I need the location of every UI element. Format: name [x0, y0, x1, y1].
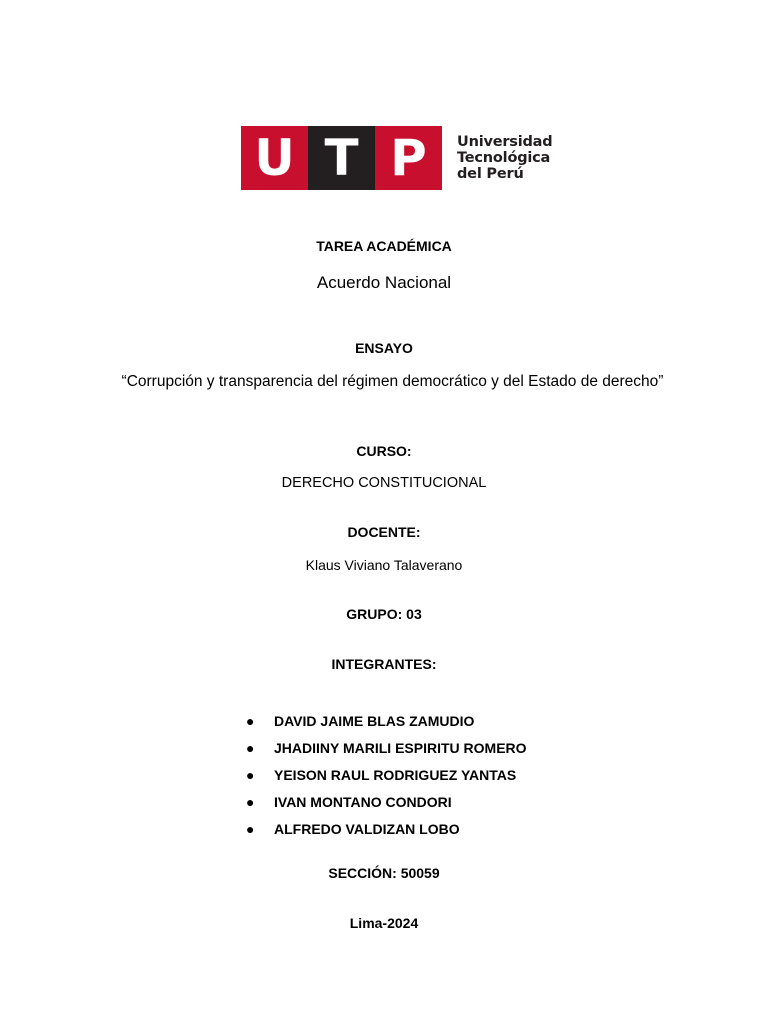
- group-number: GRUPO: 03: [346, 606, 422, 622]
- document-subtitle: Acuerdo Nacional: [316, 273, 452, 292]
- member-name: DAVID JAIME BLAS ZAMUDIO: [274, 712, 475, 729]
- university-name: [457, 134, 552, 182]
- bullet-icon: ●: [246, 820, 255, 837]
- bullet-icon: ●: [246, 739, 255, 756]
- teacher-value: Klaus Viviano Talaverano: [305, 557, 463, 573]
- university-name-line-1: Universidad: [457, 134, 553, 150]
- university-name-line-3: del Perú: [457, 166, 524, 182]
- course-label: CURSO:: [356, 443, 412, 459]
- member-name: ALFREDO VALDIZAN LOBO: [274, 820, 460, 837]
- list-item: [246, 788, 527, 815]
- member-name: JHADIINY MARILI ESPIRITU ROMERO: [274, 739, 527, 756]
- section-number: SECCIÓN: 50059: [328, 865, 440, 881]
- course-value: DERECHO CONSTITUCIONAL: [281, 475, 487, 491]
- bullet-icon: ●: [246, 793, 255, 810]
- list-item: [246, 734, 527, 761]
- essay-label: ENSAYO: [355, 340, 413, 356]
- teacher-label: DOCENTE:: [347, 524, 421, 540]
- members-list: [246, 707, 527, 842]
- bullet-icon: ●: [246, 712, 255, 729]
- list-item: [246, 815, 527, 842]
- member-name: IVAN MONTANO CONDORI: [274, 793, 452, 810]
- member-name: YEISON RAUL RODRIGUEZ YANTAS: [274, 766, 517, 783]
- logo-block-p: P: [375, 126, 442, 190]
- list-item: [246, 761, 527, 788]
- document-heading: TAREA ACADÉMICA: [316, 238, 452, 254]
- bullet-icon: ●: [246, 766, 255, 783]
- members-label: INTEGRANTES:: [331, 656, 437, 672]
- university-name-line-2: Tecnológica: [457, 150, 551, 166]
- essay-title: “Corrupción y transparencia del régimen democrático y del Estado de derecho”: [121, 373, 664, 390]
- list-item: [246, 707, 527, 734]
- utp-logo: [241, 126, 552, 190]
- place-year: Lima-2024: [349, 915, 419, 931]
- logo-block-t: T: [308, 126, 375, 190]
- utp-logo-blocks: [241, 126, 442, 190]
- logo-block-u: U: [241, 126, 308, 190]
